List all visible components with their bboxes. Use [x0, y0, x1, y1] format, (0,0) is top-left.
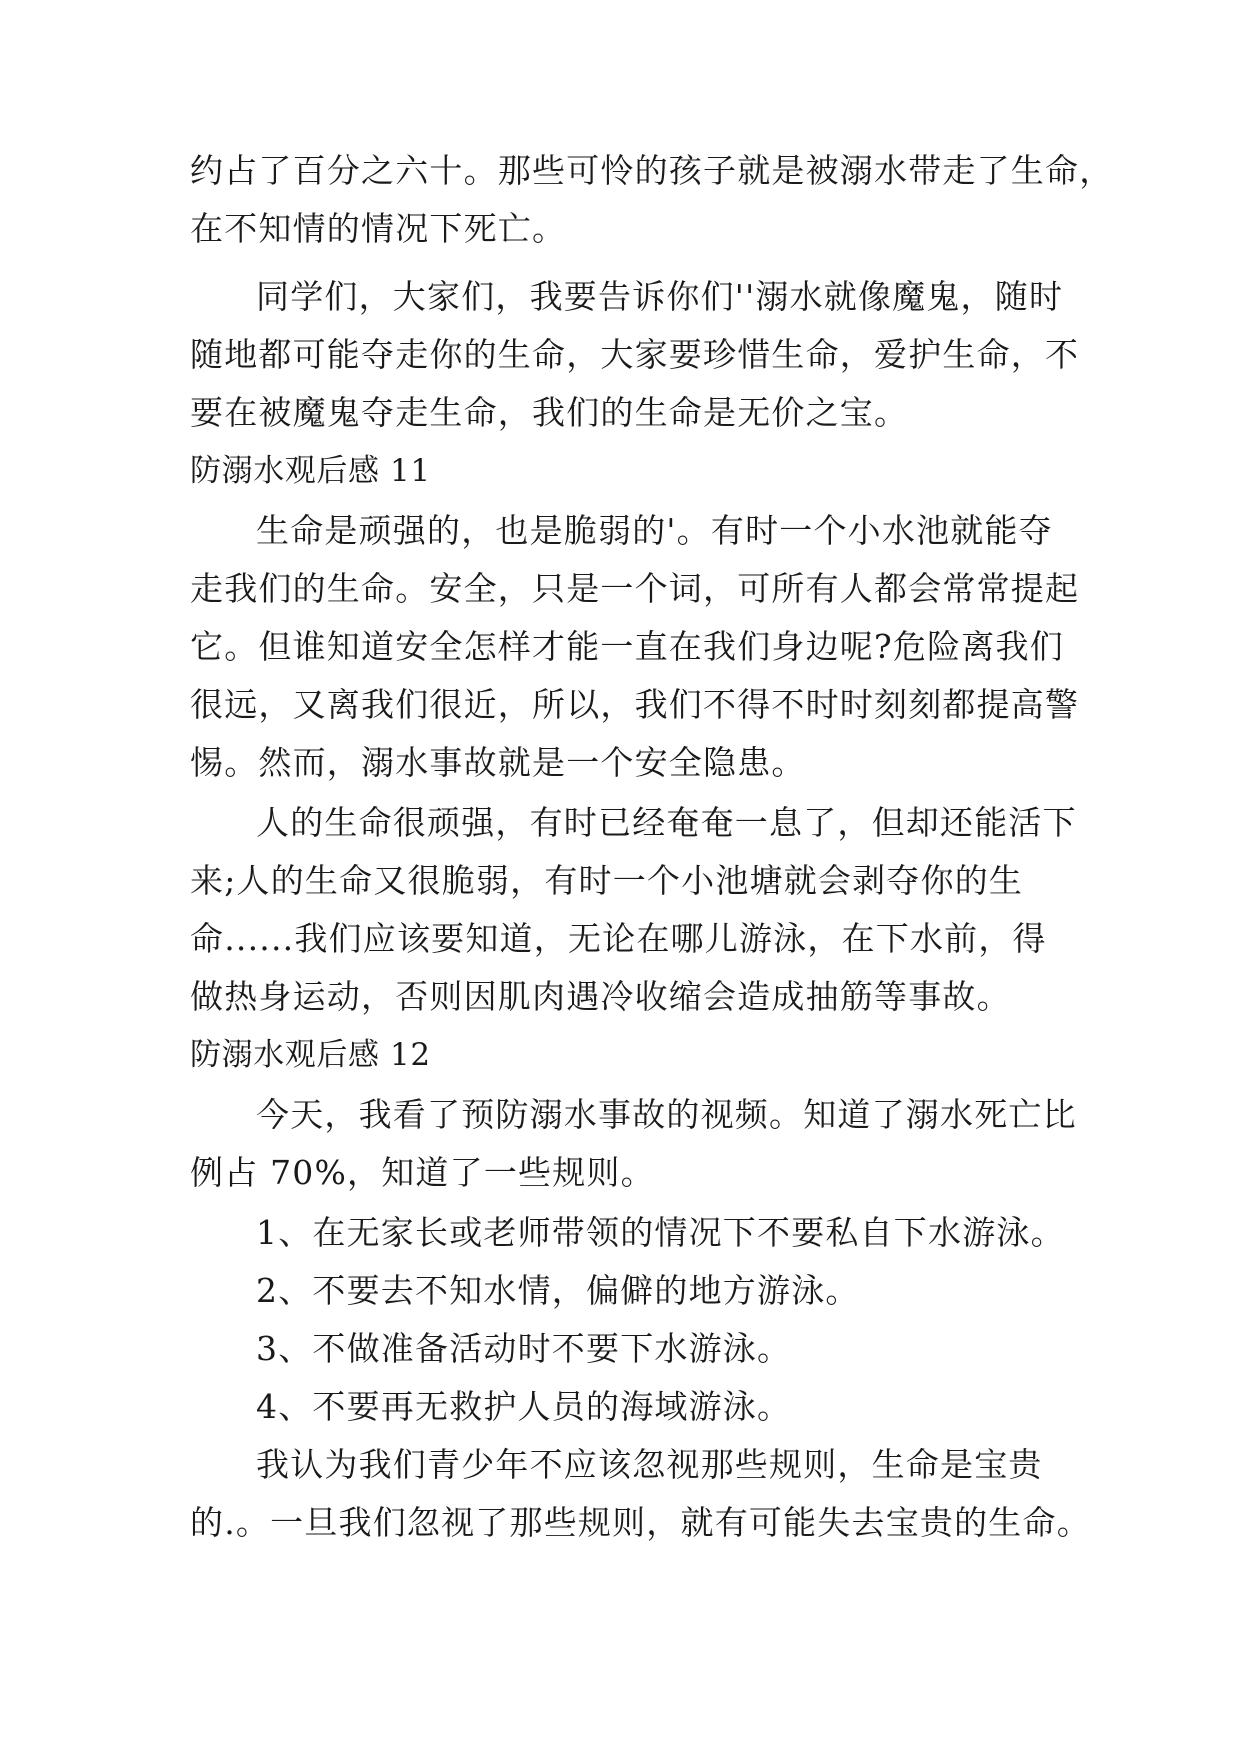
text-line: 要在被魔鬼夺走生命，我们的生命是无价之宝。	[190, 393, 909, 432]
text-line: 惕。然而，溺水事故就是一个安全隐患。	[190, 743, 806, 782]
text-line: 很远，又离我们很近，所以，我们不得不时时刻刻都提高警	[190, 685, 1080, 724]
text-line: 走我们的生命。安全，只是一个词，可所有人都会常常提起	[190, 569, 1080, 608]
text-line: 随地都可能夺走你的生命，大家要珍惜生命，爱护生命，不	[190, 335, 1080, 374]
text-line: 做热身运动，否则因肌肉遇冷收缩会造成抽筋等事故。	[190, 977, 1011, 1016]
text-line: 同学们，大家们，我要告诉你们''溺水就像魔鬼，随时	[256, 277, 1064, 316]
list-item: 3、不做准备活动时不要下水游泳。	[256, 1329, 792, 1368]
text-line: 在不知情的情况下死亡。	[190, 209, 567, 248]
section-heading: 防溺水观后感 11	[190, 453, 431, 489]
text-line: 的.。一旦我们忽视了那些规则，就有可能失去宝贵的生命。	[190, 1503, 1091, 1542]
list-item: 1、在无家长或老师带领的情况下不要私自下水游泳。	[256, 1213, 1065, 1252]
text-line: 今天，我看了预防溺水事故的视频。知道了溺水死亡比	[256, 1095, 1077, 1134]
list-item: 4、不要再无救护人员的海域游泳。	[256, 1387, 792, 1426]
section-heading: 防溺水观后感 12	[190, 1037, 431, 1073]
text-line: 约占了百分之六十。那些可怜的孩子就是被溺水带走了生命，	[190, 151, 1114, 190]
text-line: 它。但谁知道安全怎样才能一直在我们身边呢?危险离我们	[190, 627, 1064, 666]
text-line: 我认为我们青少年不应该忽视那些规则，生命是宝贵	[256, 1445, 1043, 1484]
text-line: 生命是顽强的，也是脆弱的'。有时一个小水池就能夺	[256, 511, 1053, 550]
text-line: 例占 70%，知道了一些规则。	[190, 1153, 655, 1192]
text-line: 来;人的生命又很脆弱，有时一个小池塘就会剥夺你的生	[190, 861, 1024, 900]
text-line: 人的生命很顽强，有时已经奄奄一息了，但却还能活下	[256, 803, 1077, 842]
text-line: 命......我们应该要知道，无论在哪儿游泳，在下水前，得	[190, 919, 1047, 958]
list-item: 2、不要去不知水情，偏僻的地方游泳。	[256, 1271, 860, 1310]
